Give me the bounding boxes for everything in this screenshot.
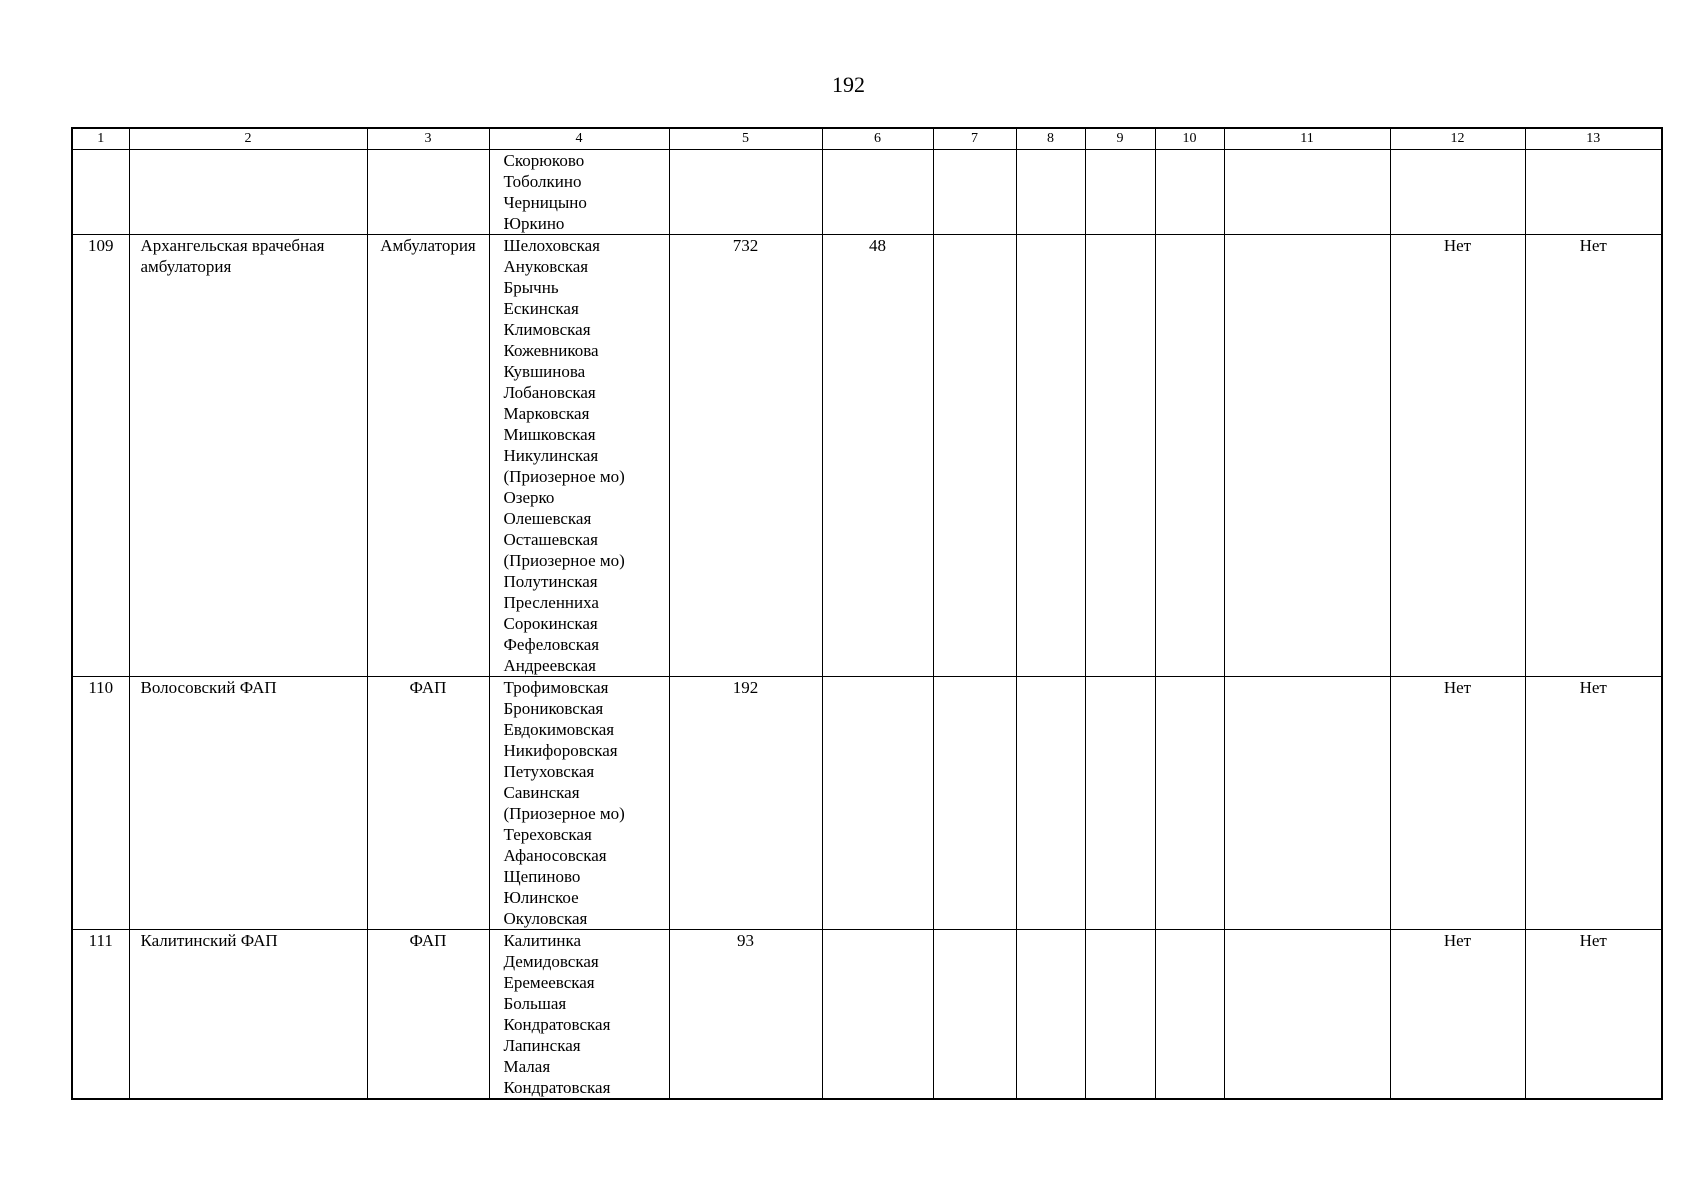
settlement-name: Петуховская xyxy=(503,762,595,781)
settlement-name: (Приозерное мо) xyxy=(503,804,625,823)
facility-type-cell: Амбулатория xyxy=(367,235,489,677)
column-header-2: 2 xyxy=(129,128,367,150)
value-cell-12: Нет xyxy=(1390,930,1525,1100)
table-header xyxy=(72,128,1662,150)
settlement-name: Кувшинова xyxy=(503,362,586,381)
value-cell-10 xyxy=(1155,677,1224,930)
value-cell-10 xyxy=(1155,235,1224,677)
value-cell-7 xyxy=(933,677,1016,930)
facility-type-cell xyxy=(367,150,489,235)
value-cell-5 xyxy=(669,150,822,235)
table-row xyxy=(72,235,1662,677)
settlement-name: Юлинское xyxy=(503,888,579,907)
settlement-name: Осташевская xyxy=(503,530,598,549)
settlement-name: Никифоровская xyxy=(503,741,618,760)
settlements-cell xyxy=(489,235,669,677)
value-cell-10 xyxy=(1155,930,1224,1100)
settlement-name: Трофимовская xyxy=(503,678,609,697)
settlement-name: Климовская xyxy=(503,320,591,339)
settlement-name: Малая xyxy=(503,1057,551,1076)
facility-type-cell: ФАП xyxy=(367,930,489,1100)
settlement-name: (Приозерное мо) xyxy=(503,467,625,486)
facility-name-cell: Волосовский ФАП xyxy=(129,677,367,930)
column-header-7: 7 xyxy=(933,128,1016,150)
value-cell-9 xyxy=(1085,150,1155,235)
facility-name-cell: Калитинский ФАП xyxy=(129,930,367,1100)
value-cell-13: Нет xyxy=(1525,677,1662,930)
value-cell-8 xyxy=(1016,235,1085,677)
settlement-name: (Приозерное мо) xyxy=(503,551,625,570)
column-header-12: 12 xyxy=(1390,128,1525,150)
settlement-name: Шелоховская xyxy=(503,236,600,255)
settlement-name: Фефеловская xyxy=(503,635,600,654)
row-number-cell: 111 xyxy=(72,930,129,1100)
column-header-6: 6 xyxy=(822,128,933,150)
settlement-name: Кондратовская xyxy=(503,1015,611,1034)
settlement-name: Брониковская xyxy=(503,699,604,718)
value-cell-7 xyxy=(933,235,1016,677)
value-cell-7 xyxy=(933,150,1016,235)
value-cell-8 xyxy=(1016,677,1085,930)
row-number-cell: 109 xyxy=(72,235,129,677)
settlement-name: Кондратовская xyxy=(503,1078,611,1097)
value-cell-9 xyxy=(1085,930,1155,1100)
settlement-name: Савинская xyxy=(503,783,580,802)
column-header-5: 5 xyxy=(669,128,822,150)
settlement-name: Демидовская xyxy=(503,952,599,971)
settlement-name: Тереховская xyxy=(503,825,592,844)
value-cell-6 xyxy=(822,150,933,235)
settlement-name: Мишковская xyxy=(503,425,596,444)
settlement-name: Тоболкино xyxy=(503,172,582,191)
column-header-8: 8 xyxy=(1016,128,1085,150)
settlement-name: Олешевская xyxy=(503,509,592,528)
value-cell-12: Нет xyxy=(1390,235,1525,677)
settlement-name: Сорокинская xyxy=(503,614,598,633)
value-cell-11 xyxy=(1224,235,1390,677)
value-cell-13: Нет xyxy=(1525,235,1662,677)
value-cell-5: 192 xyxy=(669,677,822,930)
column-header-3: 3 xyxy=(367,128,489,150)
settlement-name: Лапинская xyxy=(503,1036,581,1055)
settlement-name: Юркино xyxy=(503,214,565,233)
facility-type-cell: ФАП xyxy=(367,677,489,930)
facility-name-cell: Архангельская врачебная амбулатория xyxy=(129,235,367,677)
value-cell-6 xyxy=(822,930,933,1100)
value-cell-9 xyxy=(1085,677,1155,930)
value-cell-12: Нет xyxy=(1390,677,1525,930)
value-cell-9 xyxy=(1085,235,1155,677)
settlement-name: Ануковская xyxy=(503,257,589,276)
value-cell-13 xyxy=(1525,150,1662,235)
facility-name-cell xyxy=(129,150,367,235)
row-number-cell: 110 xyxy=(72,677,129,930)
value-cell-5: 93 xyxy=(669,930,822,1100)
settlements-cell xyxy=(489,150,669,235)
settlement-name: Ескинская xyxy=(503,299,579,318)
value-cell-11 xyxy=(1224,150,1390,235)
table-row xyxy=(72,677,1662,930)
header-row xyxy=(72,128,1662,150)
value-cell-11 xyxy=(1224,930,1390,1100)
settlement-name: Марковская xyxy=(503,404,590,423)
settlement-name: Никулинская xyxy=(503,446,599,465)
value-cell-8 xyxy=(1016,150,1085,235)
settlement-name: Озерко xyxy=(503,488,555,507)
settlement-name: Пресленниха xyxy=(503,593,599,612)
table-row xyxy=(72,150,1662,235)
column-header-4: 4 xyxy=(489,128,669,150)
settlement-name: Брычнь xyxy=(503,278,559,297)
settlements-cell xyxy=(489,677,669,930)
value-cell-13: Нет xyxy=(1525,930,1662,1100)
settlement-name: Черницыно xyxy=(503,193,587,212)
value-cell-11 xyxy=(1224,677,1390,930)
data-table xyxy=(71,127,1663,1100)
settlement-name: Еремеевская xyxy=(503,973,595,992)
page-number: 192 xyxy=(832,72,865,97)
settlement-name: Полутинская xyxy=(503,572,598,591)
settlement-name: Скорюково xyxy=(503,151,585,170)
settlement-name: Евдокимовская xyxy=(503,720,615,739)
value-cell-6 xyxy=(822,677,933,930)
settlement-name: Калитинка xyxy=(503,931,582,950)
settlements-cell xyxy=(489,930,669,1100)
settlement-name: Окуловская xyxy=(503,909,588,928)
value-cell-8 xyxy=(1016,930,1085,1100)
table-row xyxy=(72,930,1662,1100)
column-header-11: 11 xyxy=(1224,128,1390,150)
value-cell-12 xyxy=(1390,150,1525,235)
column-header-10: 10 xyxy=(1155,128,1224,150)
value-cell-10 xyxy=(1155,150,1224,235)
settlement-name: Лобановская xyxy=(503,383,596,402)
settlement-name: Афаносовская xyxy=(503,846,607,865)
column-header-13: 13 xyxy=(1525,128,1662,150)
table-body xyxy=(72,150,1662,1100)
settlement-name: Кожевникова xyxy=(503,341,599,360)
row-number-cell xyxy=(72,150,129,235)
settlement-name: Щепиново xyxy=(503,867,581,886)
column-header-9: 9 xyxy=(1085,128,1155,150)
settlement-name: Большая xyxy=(503,994,567,1013)
settlement-name: Андреевская xyxy=(503,656,596,675)
value-cell-5: 732 xyxy=(669,235,822,677)
column-header-1: 1 xyxy=(72,128,129,150)
value-cell-6: 48 xyxy=(822,235,933,677)
value-cell-7 xyxy=(933,930,1016,1100)
